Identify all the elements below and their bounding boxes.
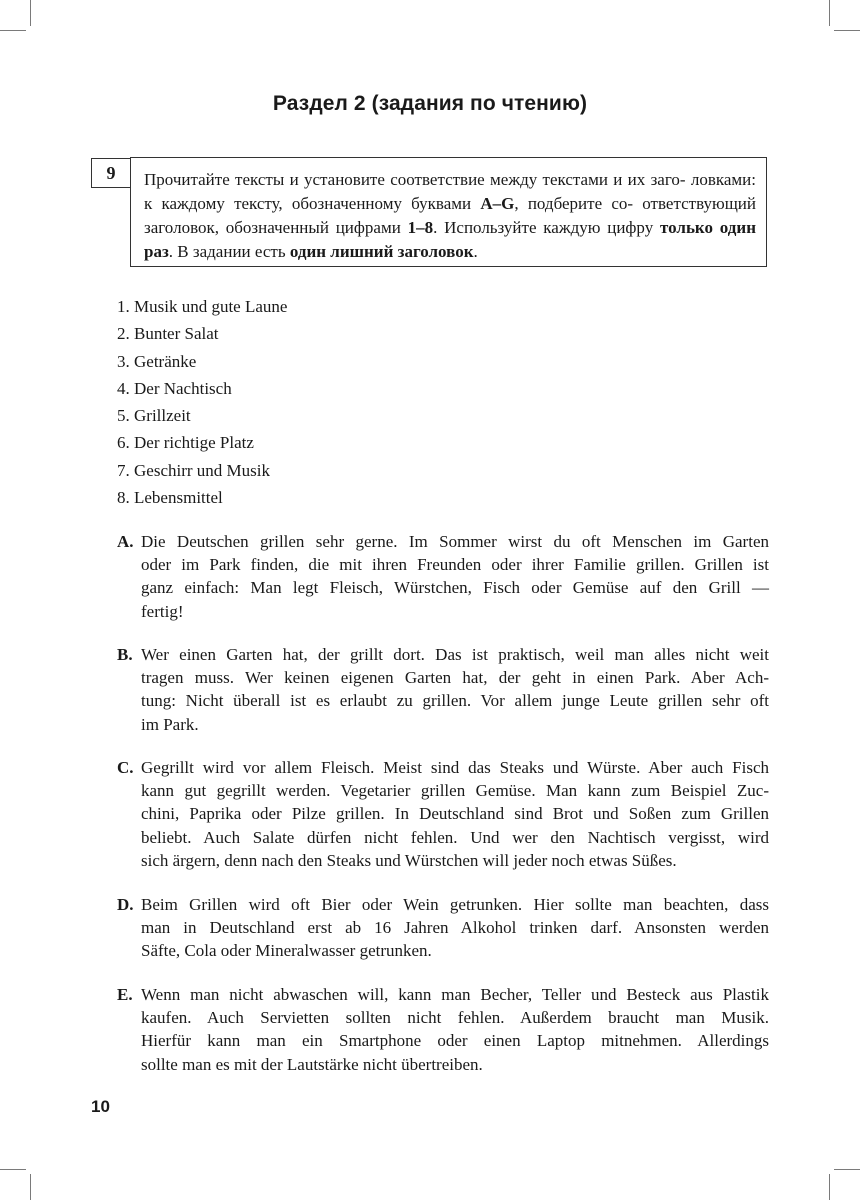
instruction-emphasis: 1–8 (407, 218, 434, 237)
instruction-text: ответствующий заголовок, обозначенный цифрами (144, 194, 757, 237)
crop-mark (829, 1174, 830, 1200)
text-line: oder im Park finden, die mit ihren Freunden oder ihrer Familie grillen. Grillen ist (141, 555, 769, 575)
heading-item: 4. Der Nachtisch (117, 378, 232, 398)
instruction-text: . В задании есть (168, 242, 290, 261)
instruction-text: каждую цифру (543, 218, 660, 237)
page-title: Раздел 2 (задания по чтению) (272, 92, 588, 115)
task-instruction (130, 157, 767, 267)
text-line: im Park. (141, 714, 199, 734)
text-line: sich ärgern, denn nach den Steaks und Würstchen will jeder noch etwas Süßes. (141, 850, 677, 870)
text-letter: E. (117, 985, 133, 1004)
heading-item: 2. Bunter Salat (117, 324, 219, 344)
text-e (117, 983, 769, 1076)
text-line: Wer einen Garten hat, der grillt dort. Das ist praktisch, weil man alles nicht weit (141, 645, 769, 664)
text-line: kaufen. Auch Servietten sollten nicht fehlen. Außerdem braucht man Musik. (141, 1008, 769, 1028)
text-line: beliebt. Auch Salate dürfen nicht fehlen. Und wer den Nachtisch vergisst, wird (141, 827, 769, 847)
text-letter: A. (117, 532, 134, 551)
text-a (117, 530, 769, 623)
instruction-emphasis: один лишний заголовок (289, 242, 474, 261)
crop-mark (834, 30, 860, 31)
instruction-text: . (473, 242, 478, 261)
heading-item: 1. Musik und gute Laune (117, 297, 288, 316)
text-line: Wenn man nicht abwaschen will, kann man Becher, Teller und Besteck aus Plastik (141, 985, 769, 1004)
heading-item: 6. Der richtige Platz (117, 433, 254, 453)
crop-mark (834, 1169, 860, 1170)
crop-mark (0, 30, 26, 31)
text-line: Säfte, Cola oder Mineralwasser getrunken. (141, 941, 432, 961)
text-line: Beim Grillen wird oft Bier oder Wein getrunken. Hier sollte man beachten, dass (141, 895, 769, 914)
text-line: man in Deutschland erst ab 16 Jahren Alkohol trinken darf. Ansonsten werden (141, 918, 769, 938)
text-line: chini, Paprika oder Pilze grillen. In Deutschland sind Brot und Soßen zum Grillen (141, 804, 769, 824)
crop-mark (829, 0, 830, 26)
text-line: Hierfür kann man ein Smartphone oder einen Laptop mitnehmen. Allerdings (141, 1031, 769, 1051)
text-line: Gegrillt wird vor allem Fleisch. Meist sind das Steaks und Würste. Aber auch Fisch (141, 758, 769, 777)
heading-item: 5. Grillzeit (117, 406, 191, 426)
text-line: fertig! (141, 601, 184, 621)
instruction-text: ловками: к каждому тексту, обозначенному буквами (144, 170, 756, 213)
text-b (117, 643, 769, 736)
crop-mark (30, 1174, 31, 1200)
crop-mark (30, 0, 31, 26)
instruction-emphasis: только один раз (144, 218, 756, 261)
crop-mark (0, 1169, 26, 1170)
text-c (117, 756, 769, 872)
heading-item: 3. Getränke (117, 351, 197, 371)
text-line: sollte man es mit der Lautstärke nicht übertreiben. (141, 1054, 483, 1074)
instruction-text: . Используйте (433, 218, 537, 237)
task-number: 9 (91, 158, 131, 188)
text-letter: D. (117, 895, 134, 914)
text-letter: C. (117, 758, 134, 777)
text-line: tung: Nicht überall ist es erlaubt zu grillen. Vor allem junge Leute grillen sehr oft (141, 691, 769, 711)
text-line: kann gut gegrillt werden. Vegetarier grillen Gemüse. Man kann zum Beispiel Zuc- (141, 781, 769, 801)
text-line: tragen muss. Wer keinen eigenen Garten hat, der geht in einen Park. Aber Ach- (141, 668, 769, 688)
heading-item: 8. Lebensmittel (117, 488, 223, 508)
instruction-text: Прочитайте тексты и установите соответствие между текстами и их заго- (144, 170, 686, 189)
instruction-text: , подберите со- (514, 194, 634, 213)
headings-list (117, 293, 287, 511)
text-letter: B. (117, 645, 133, 664)
page-number: 10 (91, 1097, 110, 1116)
instruction-emphasis: A–G (480, 194, 515, 213)
text-d (117, 893, 769, 963)
text-line: ganz einfach: Man legt Fleisch, Würstchen, Fisch oder Gemüse auf den Grill — (141, 578, 769, 598)
text-line: Die Deutschen grillen sehr gerne. Im Sommer wirst du oft Menschen im Garten (141, 532, 769, 551)
heading-item: 7. Geschirr und Musik (117, 460, 270, 480)
